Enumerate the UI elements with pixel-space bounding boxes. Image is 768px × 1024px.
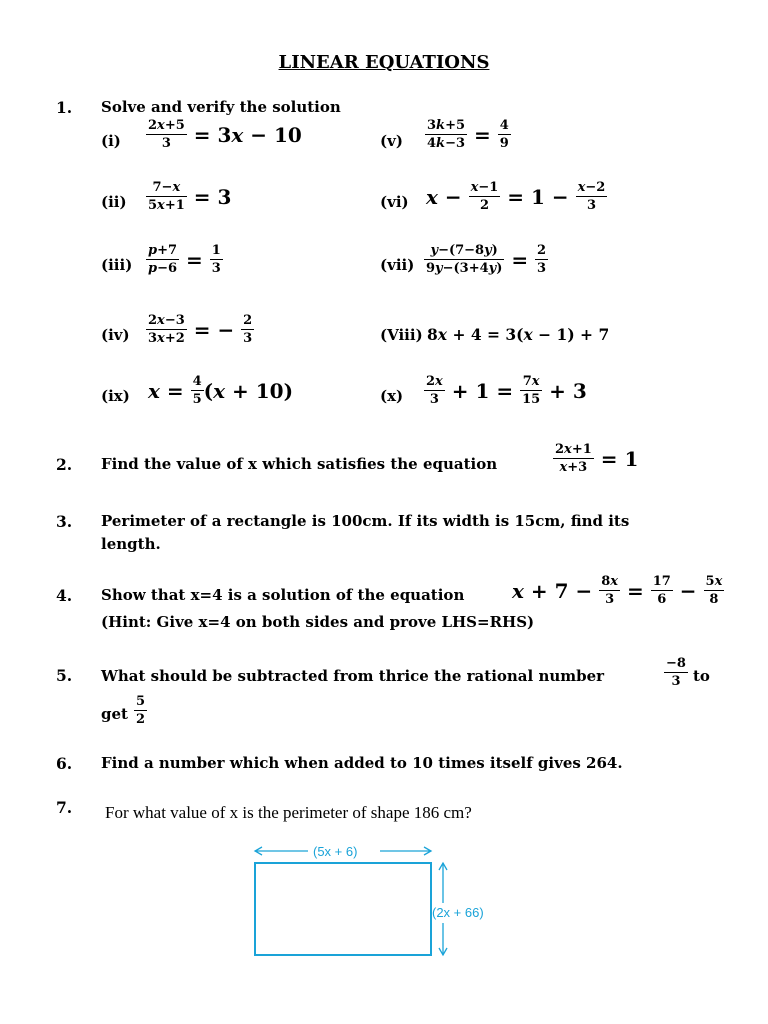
- side-dimension-label: (2x + 66): [432, 905, 484, 920]
- question-4-hint: (Hint: Give x=4 on both sides and prove LHS=RHS): [101, 613, 535, 631]
- question-number-7: 7.: [56, 798, 73, 817]
- item-label-iv: (iv): [101, 326, 130, 344]
- question-number-4: 4.: [56, 586, 73, 605]
- question-3-line1: Perimeter of a rectangle is 100cm. If its width is 15cm, find its: [101, 512, 630, 530]
- question-2-text: Find the value of x which satisfies the equation: [101, 455, 498, 473]
- question-5-text: What should be subtracted from thrice the rational number: [101, 667, 605, 685]
- question-1-text: Solve and verify the solution: [101, 98, 341, 116]
- question-4-text: Show that x=4 is a solution of the equation: [101, 586, 465, 604]
- item-label-iii: (iii): [101, 256, 133, 274]
- equation-v: $\frac{3k+5}{4k-3}$ = $\frac{4}{9}$: [427, 118, 509, 151]
- item-label-i: (i): [101, 132, 121, 150]
- question-5-get: get: [101, 705, 128, 723]
- question-3-line2: length.: [101, 535, 161, 553]
- question-number-1: 1.: [56, 98, 73, 117]
- equation-ii: $\frac{7-x}{5x+1}$ = 3: [148, 180, 232, 213]
- equation-viii: 8x + 4 = 3(x − 1) + 7: [427, 325, 610, 344]
- question-number-2: 2.: [56, 455, 73, 474]
- top-dimension-label: (5x + 6): [313, 844, 358, 859]
- item-label-vi: (vi): [380, 193, 409, 211]
- question-number-3: 3.: [56, 512, 73, 531]
- item-label-x: (x): [380, 387, 404, 405]
- equation-vii: $\frac{y-(7-8y)}{9y-(3+4y)}$ = $\frac{2}{3}$: [426, 243, 547, 276]
- equation-ix: x = $\frac{4}{5}$ (x + 10): [148, 374, 294, 407]
- fraction-neg8-3: $\frac{-8}{3}$: [666, 656, 686, 689]
- question-6-text: Find a number which when added to 10 times itself gives 264.: [101, 754, 623, 772]
- equation-q4: x + 7 − $\frac{8x}{3}$ = $\frac{17}{6}$ − $\frac{5x}{8}$: [512, 574, 723, 607]
- item-label-ix: (ix): [101, 387, 130, 405]
- question-5-to: to: [693, 667, 710, 685]
- rectangle-figure: [240, 835, 520, 965]
- fraction-5-2: $\frac{5}{2}$: [136, 694, 146, 727]
- item-label-v: (v): [380, 132, 403, 150]
- equation-i: $\frac{2x+5}{3}$ = 3x − 10: [148, 118, 302, 151]
- equation-iv: $\frac{2x-3}{3x+2}$ = − $\frac{2}{3}$: [148, 313, 253, 346]
- equation-iii: $\frac{p+7}{p-6}$ = $\frac{1}{3}$: [148, 243, 221, 276]
- equation-q2: $\frac{2x+1}{x+3}$ = 1: [555, 442, 639, 475]
- question-number-5: 5.: [56, 666, 73, 685]
- question-number-6: 6.: [56, 754, 73, 773]
- item-label-viii: (Viii): [380, 326, 423, 344]
- rectangle-shape: [255, 863, 431, 955]
- question-7-text: For what value of x is the perimeter of shape 186 cm?: [105, 803, 472, 822]
- equation-vi: x − $\frac{x-1}{2}$ = 1 − $\frac{x-2}{3}$: [426, 180, 606, 213]
- item-label-vii: (vii): [380, 256, 415, 274]
- page-title: LINEAR EQUATIONS: [278, 52, 490, 73]
- equation-x: $\frac{2x}{3}$ + 1 = $\frac{7x}{15}$ + 3: [426, 374, 587, 407]
- item-label-ii: (ii): [101, 193, 127, 211]
